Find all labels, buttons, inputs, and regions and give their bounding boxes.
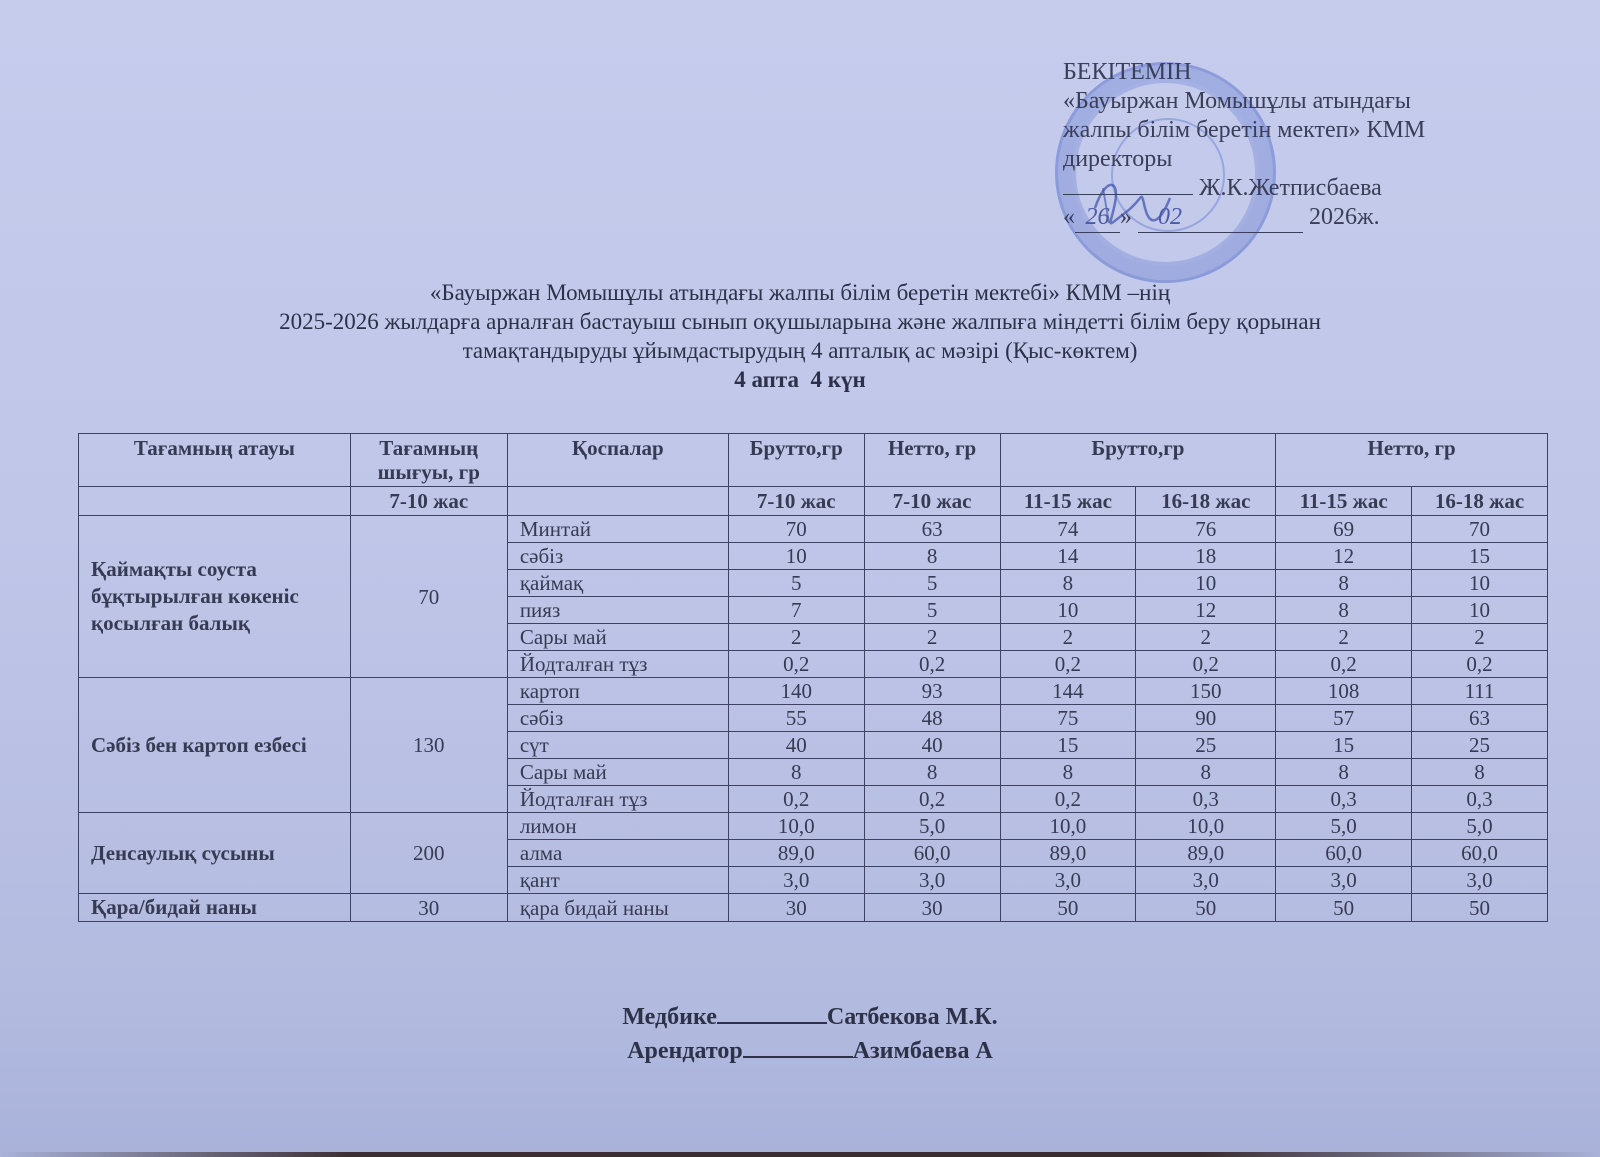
value-netto-7-10: 3,0 [864, 867, 1000, 894]
ingredient-name: алма [507, 840, 728, 867]
value-brutto-7-10: 10 [728, 543, 864, 570]
dish-yield: 70 [350, 516, 507, 678]
value-brutto-16-18: 12 [1136, 597, 1276, 624]
value-brutto-16-18: 25 [1136, 732, 1276, 759]
table-row [79, 516, 1548, 543]
ingredient-name: сәбіз [507, 705, 728, 732]
value-brutto-16-18: 150 [1136, 678, 1276, 705]
col-yield: Тағамның шығуы, гр [350, 434, 507, 487]
sub-netto-7-10: 7-10 жас [864, 487, 1000, 516]
ingredient-name: картоп [507, 678, 728, 705]
ingredient-name: пияз [507, 597, 728, 624]
value-brutto-7-10: 3,0 [728, 867, 864, 894]
col-brutto-group: Брутто,гр [1000, 434, 1276, 487]
value-brutto-16-18: 8 [1136, 759, 1276, 786]
menu-table [78, 433, 1548, 922]
value-brutto-16-18: 0,2 [1136, 651, 1276, 678]
ingredient-name: қант [507, 867, 728, 894]
value-netto-11-15: 3,0 [1276, 867, 1412, 894]
value-brutto-16-18: 90 [1136, 705, 1276, 732]
dish-yield: 130 [350, 678, 507, 813]
value-brutto-7-10: 40 [728, 732, 864, 759]
value-netto-11-15: 57 [1276, 705, 1412, 732]
date-quote-close: » [1120, 204, 1132, 230]
title-line-2: 2025-2026 жылдарға арналған бастауыш сынып оқушыларына және жалпыға міндетті білім беру қорынан [279, 309, 1321, 334]
value-brutto-7-10: 55 [728, 705, 864, 732]
ingredient-name: Йодталған тұз [507, 786, 728, 813]
sub-empty-2 [507, 487, 728, 516]
nurse-signature-row [560, 1000, 1060, 1034]
value-brutto-11-15: 10,0 [1000, 813, 1136, 840]
title-line-3: тамақтандыруды ұйымдастырудың 4 апталық ас мәзірі (Қыс-көктем) [462, 338, 1138, 363]
signatures-footer [560, 1000, 1060, 1068]
menu-table-body [79, 516, 1548, 922]
value-brutto-11-15: 0,2 [1000, 651, 1136, 678]
value-netto-11-15: 8 [1276, 597, 1412, 624]
value-netto-7-10: 40 [864, 732, 1000, 759]
value-netto-7-10: 5 [864, 570, 1000, 597]
value-brutto-16-18: 3,0 [1136, 867, 1276, 894]
value-netto-16-18: 10 [1412, 570, 1548, 597]
ingredient-name: қаймақ [507, 570, 728, 597]
sub-netto-11-15: 11-15 жас [1276, 487, 1412, 516]
dish-name: Қара/бидай наны [79, 894, 351, 922]
approval-day: 26 [1075, 203, 1120, 233]
ingredient-name: сәбіз [507, 543, 728, 570]
value-brutto-16-18: 10 [1136, 570, 1276, 597]
dish-name: Қаймақты соуста бұқтырылған көкеніс қосылған балық [79, 516, 351, 678]
value-brutto-16-18: 0,3 [1136, 786, 1276, 813]
ingredient-name: Йодталған тұз [507, 651, 728, 678]
approval-month: 02 [1138, 203, 1303, 233]
col-netto-7-10: Нетто, гр [864, 434, 1000, 487]
value-brutto-7-10: 7 [728, 597, 864, 624]
value-netto-11-15: 8 [1276, 570, 1412, 597]
table-row [79, 813, 1548, 840]
value-netto-7-10: 5,0 [864, 813, 1000, 840]
value-brutto-11-15: 75 [1000, 705, 1136, 732]
value-brutto-11-15: 50 [1000, 894, 1136, 922]
signature-line [1063, 174, 1193, 195]
value-netto-11-15: 2 [1276, 624, 1412, 651]
director-signature-row [1063, 174, 1483, 203]
table-surface-edge [0, 1152, 1600, 1157]
value-brutto-11-15: 0,2 [1000, 786, 1136, 813]
value-brutto-7-10: 2 [728, 624, 864, 651]
ingredient-name: сүт [507, 732, 728, 759]
value-netto-16-18: 111 [1412, 678, 1548, 705]
col-netto-group: Нетто, гр [1276, 434, 1548, 487]
value-brutto-7-10: 8 [728, 759, 864, 786]
week-day-label: 4 апта 4 күн [734, 367, 866, 392]
approval-year: 2026ж. [1309, 204, 1380, 230]
sub-empty-1 [79, 487, 351, 516]
value-netto-16-18: 8 [1412, 759, 1548, 786]
ingredient-name: қара бидай наны [507, 894, 728, 922]
value-netto-16-18: 5,0 [1412, 813, 1548, 840]
value-netto-16-18: 0,2 [1412, 651, 1548, 678]
tenant-signature-row [560, 1034, 1060, 1068]
approval-line-1: «Бауыржан Момышұлы атындағы [1063, 88, 1411, 114]
approval-line-3: директоры [1063, 146, 1173, 172]
value-brutto-16-18: 50 [1136, 894, 1276, 922]
value-brutto-16-18: 76 [1136, 516, 1276, 543]
value-netto-7-10: 5 [864, 597, 1000, 624]
sub-brutto-16-18: 16-18 жас [1136, 487, 1276, 516]
dish-yield: 30 [350, 894, 507, 922]
value-brutto-11-15: 15 [1000, 732, 1136, 759]
sub-brutto-7-10: 7-10 жас [728, 487, 864, 516]
value-netto-7-10: 48 [864, 705, 1000, 732]
dish-yield: 200 [350, 813, 507, 894]
value-brutto-7-10: 70 [728, 516, 864, 543]
nurse-label: Медбике [622, 1004, 717, 1030]
value-brutto-7-10: 30 [728, 894, 864, 922]
value-netto-11-15: 0,3 [1276, 786, 1412, 813]
value-brutto-11-15: 8 [1000, 570, 1136, 597]
value-brutto-16-18: 18 [1136, 543, 1276, 570]
value-netto-7-10: 93 [864, 678, 1000, 705]
value-netto-7-10: 0,2 [864, 786, 1000, 813]
ingredient-name: Минтай [507, 516, 728, 543]
sub-netto-16-18: 16-18 жас [1412, 487, 1548, 516]
tenant-name: Азимбаева А [852, 1038, 993, 1064]
value-netto-11-15: 108 [1276, 678, 1412, 705]
dish-name: Сәбіз бен картоп езбесі [79, 678, 351, 813]
document-title [80, 278, 1520, 394]
value-brutto-7-10: 140 [728, 678, 864, 705]
value-brutto-11-15: 89,0 [1000, 840, 1136, 867]
approval-line-2: жалпы білім беретін мектеп» КММ [1063, 117, 1426, 143]
value-brutto-16-18: 89,0 [1136, 840, 1276, 867]
ingredient-name: лимон [507, 813, 728, 840]
value-brutto-11-15: 14 [1000, 543, 1136, 570]
table-row [79, 894, 1548, 922]
value-netto-11-15: 69 [1276, 516, 1412, 543]
value-netto-11-15: 0,2 [1276, 651, 1412, 678]
value-netto-11-15: 8 [1276, 759, 1412, 786]
sub-yield-age: 7-10 жас [350, 487, 507, 516]
value-brutto-11-15: 74 [1000, 516, 1136, 543]
value-brutto-11-15: 10 [1000, 597, 1136, 624]
value-netto-7-10: 63 [864, 516, 1000, 543]
value-netto-16-18: 70 [1412, 516, 1548, 543]
value-netto-16-18: 10 [1412, 597, 1548, 624]
value-netto-11-15: 50 [1276, 894, 1412, 922]
value-netto-11-15: 60,0 [1276, 840, 1412, 867]
value-brutto-16-18: 2 [1136, 624, 1276, 651]
col-brutto-7-10: Брутто,гр [728, 434, 864, 487]
value-brutto-11-15: 8 [1000, 759, 1136, 786]
value-netto-11-15: 5,0 [1276, 813, 1412, 840]
value-brutto-7-10: 5 [728, 570, 864, 597]
table-row [79, 678, 1548, 705]
value-netto-16-18: 60,0 [1412, 840, 1548, 867]
value-netto-16-18: 63 [1412, 705, 1548, 732]
value-brutto-7-10: 0,2 [728, 786, 864, 813]
value-netto-7-10: 8 [864, 543, 1000, 570]
value-brutto-16-18: 10,0 [1136, 813, 1276, 840]
col-ingredients: Қоспалар [507, 434, 728, 487]
value-netto-7-10: 60,0 [864, 840, 1000, 867]
value-netto-11-15: 15 [1276, 732, 1412, 759]
date-quote-open: « [1063, 204, 1075, 230]
approval-date [1063, 203, 1483, 233]
nurse-signature-line [717, 1000, 827, 1024]
value-netto-16-18: 3,0 [1412, 867, 1548, 894]
tenant-label: Арендатор [627, 1038, 743, 1064]
ingredient-name: Сары май [507, 624, 728, 651]
approval-block [1063, 58, 1483, 233]
sub-brutto-11-15: 11-15 жас [1000, 487, 1136, 516]
value-netto-16-18: 50 [1412, 894, 1548, 922]
tenant-signature-line [743, 1034, 853, 1058]
approval-heading: БЕКІТЕМІН [1063, 59, 1192, 85]
dish-name: Денсаулық сусыны [79, 813, 351, 894]
header-row [79, 434, 1548, 487]
value-brutto-11-15: 144 [1000, 678, 1136, 705]
title-line-1: «Бауыржан Момышұлы атындағы жалпы білім беретін мектебі» КММ –нің [429, 280, 1171, 305]
col-dish-name: Тағамның атауы [79, 434, 351, 487]
value-brutto-7-10: 0,2 [728, 651, 864, 678]
value-brutto-7-10: 10,0 [728, 813, 864, 840]
nurse-name: Сатбекова М.К. [826, 1004, 998, 1030]
value-netto-16-18: 25 [1412, 732, 1548, 759]
value-netto-16-18: 15 [1412, 543, 1548, 570]
value-netto-7-10: 0,2 [864, 651, 1000, 678]
value-netto-7-10: 30 [864, 894, 1000, 922]
ingredient-name: Сары май [507, 759, 728, 786]
value-netto-16-18: 0,3 [1412, 786, 1548, 813]
value-netto-7-10: 2 [864, 624, 1000, 651]
value-brutto-11-15: 2 [1000, 624, 1136, 651]
director-name: Ж.К.Жетписбаева [1199, 175, 1382, 201]
value-brutto-7-10: 89,0 [728, 840, 864, 867]
subheader-row [79, 487, 1548, 516]
value-netto-16-18: 2 [1412, 624, 1548, 651]
value-brutto-11-15: 3,0 [1000, 867, 1136, 894]
value-netto-7-10: 8 [864, 759, 1000, 786]
value-netto-11-15: 12 [1276, 543, 1412, 570]
